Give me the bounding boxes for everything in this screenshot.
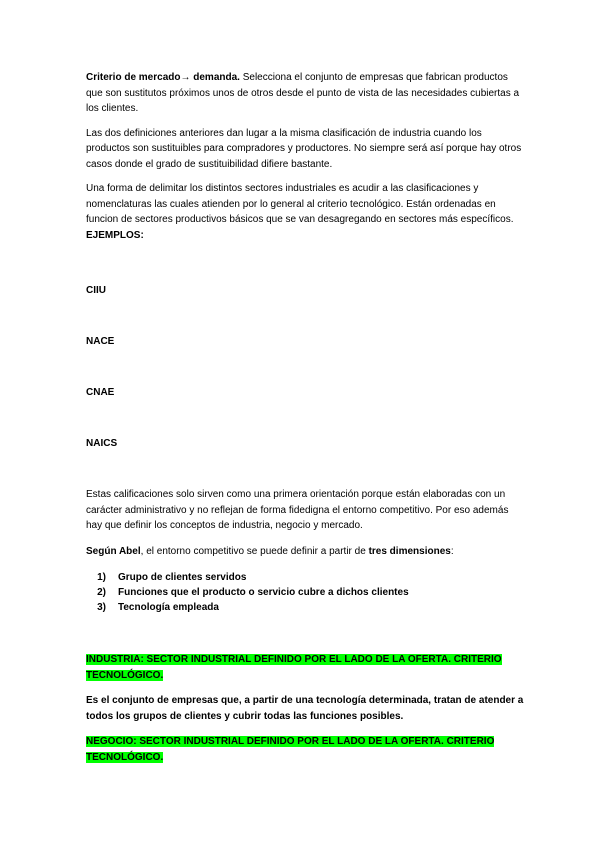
- paragraph-criterio-mercado: [86, 70, 526, 117]
- abel-lead: Según Abel: [86, 546, 141, 557]
- paragraph-calificaciones: [86, 487, 526, 534]
- list-number: 1): [97, 572, 106, 583]
- list-item: [86, 570, 409, 585]
- paragraph-clasificaciones: Una forma de delimitar los distintos sectores industriales es acudir a las clasificaciones y nomenclaturas las cuales atienden por lo general al criterio tecnológico. Están ordenadas en funcion de sectores productivos básicos que se van desagregando en sectores más específicos.: [86, 183, 514, 225]
- abel-tail: tres dimensiones: [368, 546, 451, 557]
- industria-definition: Es el conjunto de empresas que, a partir de una tecnología determinada, tratan de atender a todos los grupos de clientes y cubrir todas las funciones posibles.: [86, 695, 524, 722]
- example-nace: NACE: [86, 336, 115, 347]
- negocio-heading: NEGOCIO: SECTOR INDUSTRIAL DEFINIDO POR EL LADO DE LA OFERTA. CRITERIO TECNOLÓGICO.: [86, 736, 495, 763]
- example-ciiu: CIIU: [86, 285, 106, 296]
- list-number: 3): [97, 602, 106, 613]
- list-text: Funciones que el producto o servicio cubre a dichos clientes: [118, 587, 409, 598]
- arrow-glyph: →: [180, 72, 191, 83]
- paragraph-abel: [86, 544, 526, 560]
- criterio-text: Selecciona el conjunto de empresas que fabrican productos que son sustitutos próximos unos de otros desde el punto de vista de las necesidades cubiertas a los clientes.: [86, 72, 520, 114]
- list-text: Grupo de clientes servidos: [118, 572, 247, 583]
- example-naics: NAICS: [86, 438, 118, 449]
- abel-end: :: [450, 546, 454, 557]
- abel-mid: , el entorno competitivo se puede definir a partir de: [140, 546, 369, 557]
- criterio-lead: Criterio de mercado: [86, 72, 181, 83]
- negocio-heading-block: [86, 734, 526, 765]
- document-body: [86, 70, 526, 243]
- paragraph-definiciones: Las dos definiciones anteriores dan lugar a la misma clasificación de industria cuando los productos son sustituibles para compradores y productores. No siempre será así porque hay otros casos donde el grado de sustituibilidad difiere bastante.: [86, 127, 522, 170]
- list-item: [86, 585, 409, 600]
- list-item: [86, 600, 409, 615]
- criterio-tail: demanda.: [190, 72, 240, 83]
- industria-heading: INDUSTRIA: SECTOR INDUSTRIAL DEFINIDO POR EL LADO DE LA OFERTA. CRITERIO TECNOLÓGICO.: [86, 654, 502, 681]
- examples-label: EJEMPLOS:: [86, 229, 144, 241]
- list-number: 2): [97, 587, 106, 598]
- list-text: Tecnología empleada: [118, 602, 219, 613]
- industria-definition-block: [86, 693, 526, 724]
- calificaciones-text: Estas calificaciones solo sirven como una primera orientación porque están elaboradas con un carácter administrativo y no reflejan de forma fidedigna el entorno competitivo. Por eso además hay que definir los conceptos de industria, negocio y mercado.: [86, 489, 509, 531]
- dimensions-list: [86, 570, 409, 615]
- industria-heading-block: [86, 652, 526, 683]
- example-cnae: CNAE: [86, 387, 115, 398]
